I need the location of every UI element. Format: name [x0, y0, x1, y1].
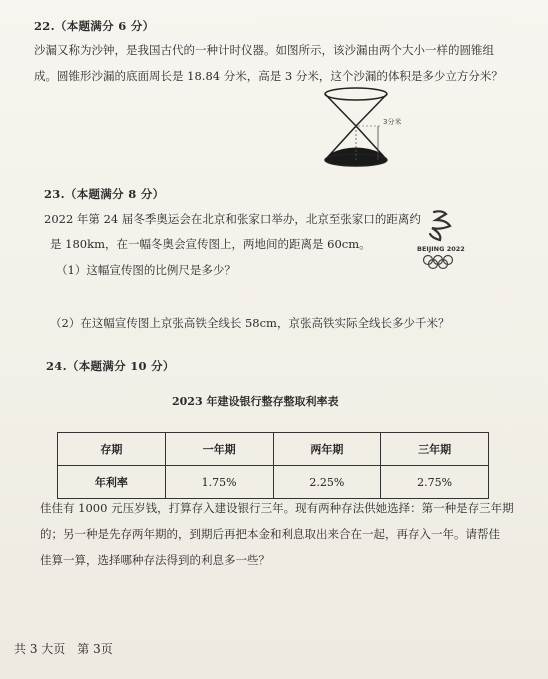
- q22-line2: 成。圆锥形沙漏的底面周长是 18.84 分米，高是 3 分米，这个沙漏的体积是多少立方分米？: [34, 69, 503, 83]
- q23-sub1: （1）这幅宣传图的比例尺是多少？: [56, 263, 236, 277]
- q24-line3: 佳算一算，选择哪种存法得到的利息多一些？: [40, 553, 270, 567]
- hourglass-figure: [318, 86, 428, 174]
- olympic-rings-icon: [424, 256, 453, 269]
- logo-text: BEIJING 2022: [417, 245, 465, 253]
- q24-line1: 佳佳有 1000 元压岁钱，打算存入建设银行三年。现有两种存法供她选择：第一种是存三年期: [40, 501, 514, 515]
- table-header-row: [58, 433, 489, 466]
- table-header-cell: 两年期: [273, 433, 381, 466]
- page-footer: 共 3 大页 第 3页: [14, 642, 113, 656]
- table-caption: 2023 年建设银行整存整取利率表: [172, 395, 339, 408]
- table-cell: 2.25%: [273, 466, 381, 499]
- table-header-cell: 一年期: [165, 433, 273, 466]
- hourglass-top-rim: [325, 88, 387, 100]
- q23-line1: 2022 年第 24 届冬季奥运会在北京和张家口举办，北京至张家口的距离约: [44, 212, 421, 226]
- table-cell: 1.75%: [165, 466, 273, 499]
- q23-title: 23.（本题满分 8 分）: [44, 187, 165, 201]
- q24-title: 24.（本题满分 10 分）: [46, 359, 175, 373]
- table-header-cell: 三年期: [381, 433, 489, 466]
- q22-line1: 沙漏又称为沙钟，是我国古代的一种计时仪器。如图所示，该沙漏由两个大小一样的圆锥组: [34, 43, 494, 57]
- q23-line2: 是 180km，在一幅冬奥会宣传图上，两地间的距离是 60cm。: [50, 237, 371, 251]
- interest-rate-table: [57, 432, 489, 499]
- logo-emblem-icon: [430, 211, 450, 240]
- table-row: [58, 466, 489, 499]
- table-cell: 年利率: [58, 466, 166, 499]
- q24-line2: 的；另一种是先存两年期的，到期后再把本金和利息取出来合在一起，再存入一年。请帮佳: [40, 527, 500, 541]
- q22-title: 22.（本题满分 6 分）: [34, 19, 155, 33]
- table-cell: 2.75%: [381, 466, 489, 499]
- table-header-cell: 存期: [58, 433, 166, 466]
- q23-sub2: （2）在这幅宣传图上京张高铁全线长 58cm，京张高铁实际全线长多少千米？: [50, 316, 450, 330]
- height-label: 3分米: [383, 118, 402, 126]
- beijing-2022-logo: [412, 208, 472, 270]
